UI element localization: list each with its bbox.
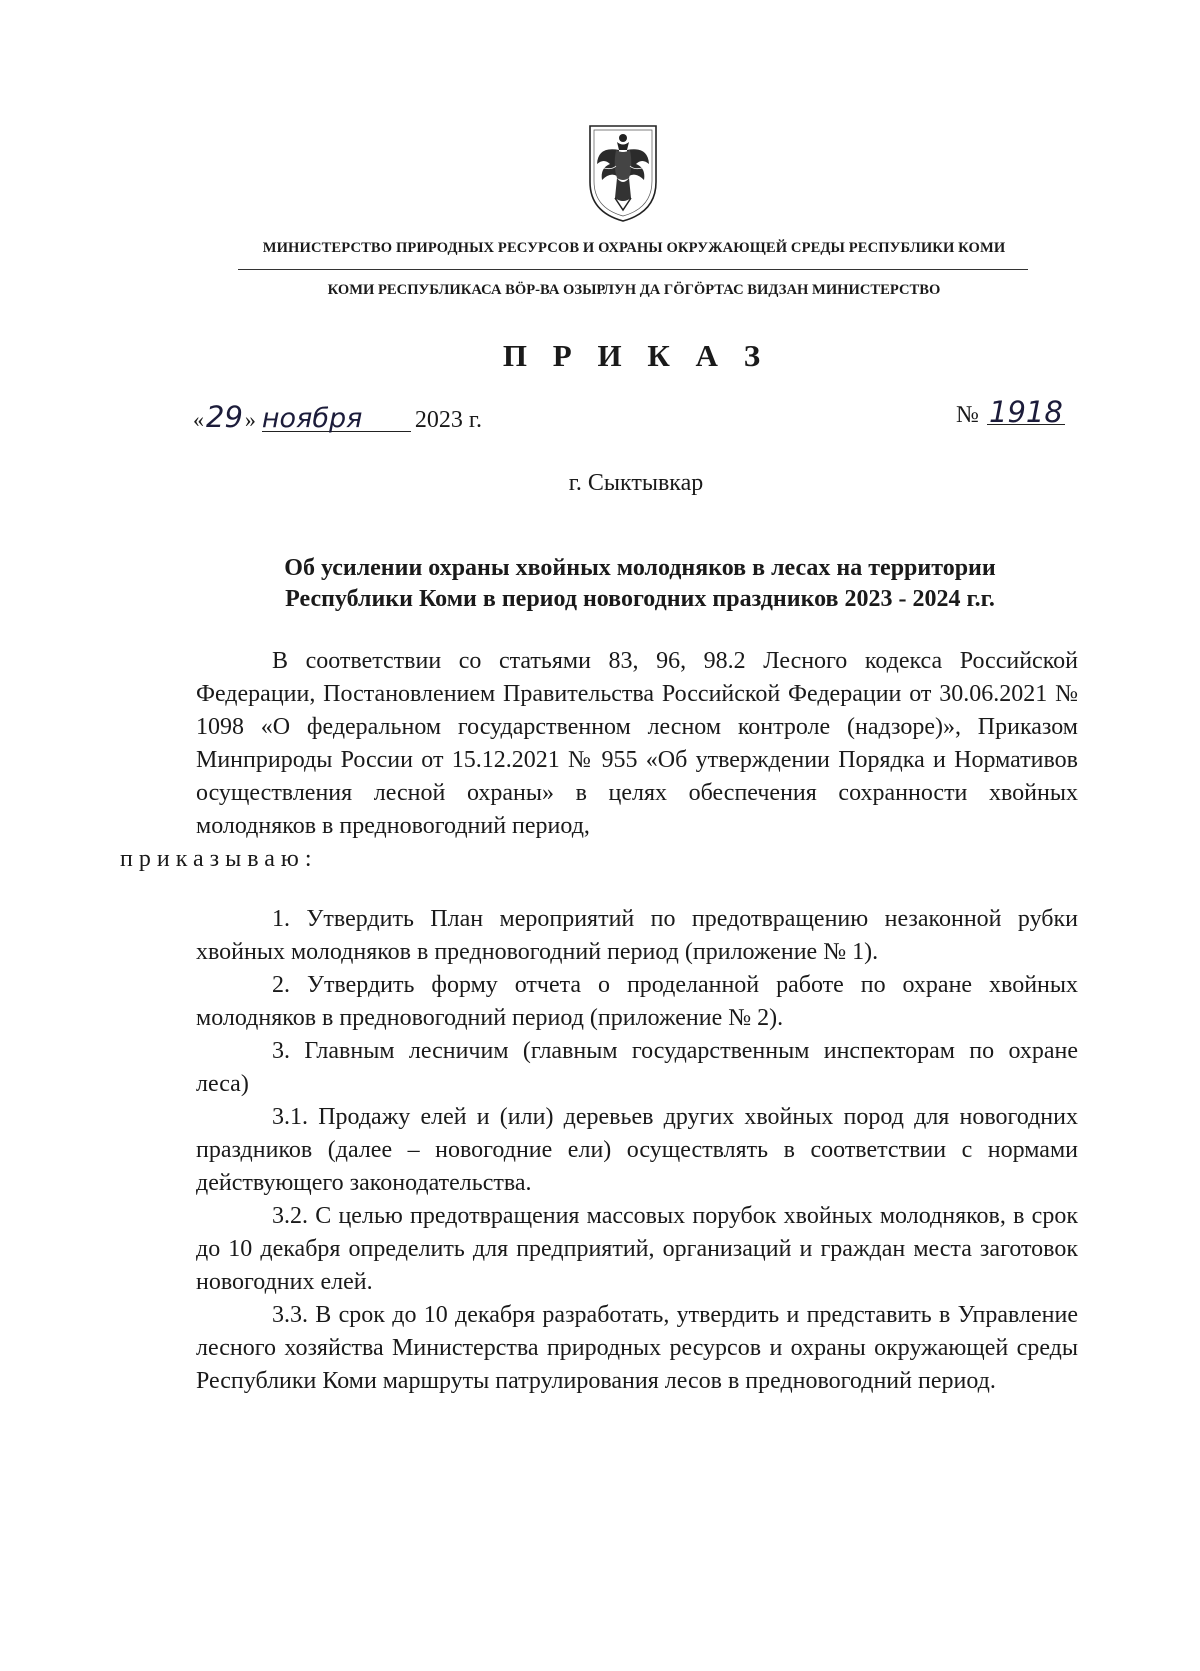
intro-paragraph (120, 645, 1078, 876)
order-item-3-3: 3.3. В срок до 10 декабря разработать, утвердить и представить в Управление лесного хозяйства Министерства природных ресурсов и охраны окружающей среды Республики Коми маршруты патрулирования лесов в предновогодний период. (196, 1302, 1078, 1394)
order-item-3: 3. Главным лесничим (главным государственным инспекторам по охране леса) (196, 1038, 1078, 1097)
document-subject (230, 553, 1050, 615)
header-divider (238, 269, 1028, 270)
date-open-quote: « (193, 407, 204, 432)
intro-text: В соответствии со статьями 83, 96, 98.2 Лесного кодекса Российской Федерации, Постановлением Правительства Российской Федерации от 30.06.2021 № 1098 «О федеральном государственном лесном контроле (надзоре)», Приказом Минприроды России от 15.12.2021 № 955 «Об утверждении Порядка и Нормативов осуществления лесной охраны» в целях обеспечения сохранности хвойных молодняков в предновогодний период, (196, 648, 1078, 839)
date-year: 2023 г. (414, 407, 483, 433)
order-item-1: 1. Утвердить План мероприятий по предотвращению незаконной рубки хвойных молодняков в предновогодний период (приложение № 1). (196, 906, 1078, 965)
document-date (193, 400, 482, 434)
document-title: П Р И К А З (502, 338, 770, 373)
date-close-quote: » (244, 407, 256, 432)
number-label: № (956, 402, 979, 428)
order-item-2: 2. Утвердить форму отчета о проделанной работе по охране хвойных молодняков в предновогодний период (приложение № 2). (196, 972, 1078, 1031)
order-word: приказываю: (120, 846, 318, 872)
coat-of-arms-komi-icon (586, 120, 660, 224)
document-number (956, 395, 1065, 429)
ministry-name-russian: МИНИСТЕРСТВО ПРИРОДНЫХ РЕСУРСОВ И ОХРАНЫ ОКРУЖАЮЩЕЙ СРЕДЫ РЕСПУБЛИКИ КОМИ (262, 240, 1006, 256)
subject-line-2: Республики Коми в период новогодних праздников 2023 - 2024 г.г. (285, 586, 995, 612)
order-item-3-1: 3.1. Продажу елей и (или) деревьев других хвойных пород для новогодних праздников (далее – новогодние ели) осуществлять в соответствии с нормами действующего законодательства. (196, 1104, 1078, 1196)
ministry-name-komi: КОМИ РЕСПУБЛИКАСА ВӦР-ВА ОЗЫРЛУН ДА ГӦГӦРТАС ВИДЗАН МИНИСТЕРСТВО (327, 282, 941, 298)
date-month: ноября (262, 407, 411, 432)
document-body (120, 645, 1078, 1398)
order-item-3-2: 3.2. С целью предотвращения массовых порубок хвойных молодняков, в срок до 10 декабря определить для предприятий, организаций и граждан места заготовок новогодних елей. (196, 1203, 1078, 1295)
document-city: г. Сыктывкар (568, 470, 704, 496)
number-value: 1918 (987, 400, 1065, 425)
date-day: 29 (206, 400, 243, 434)
subject-line-1: Об усилении охраны хвойных молодняков в лесах на территории (284, 555, 996, 581)
